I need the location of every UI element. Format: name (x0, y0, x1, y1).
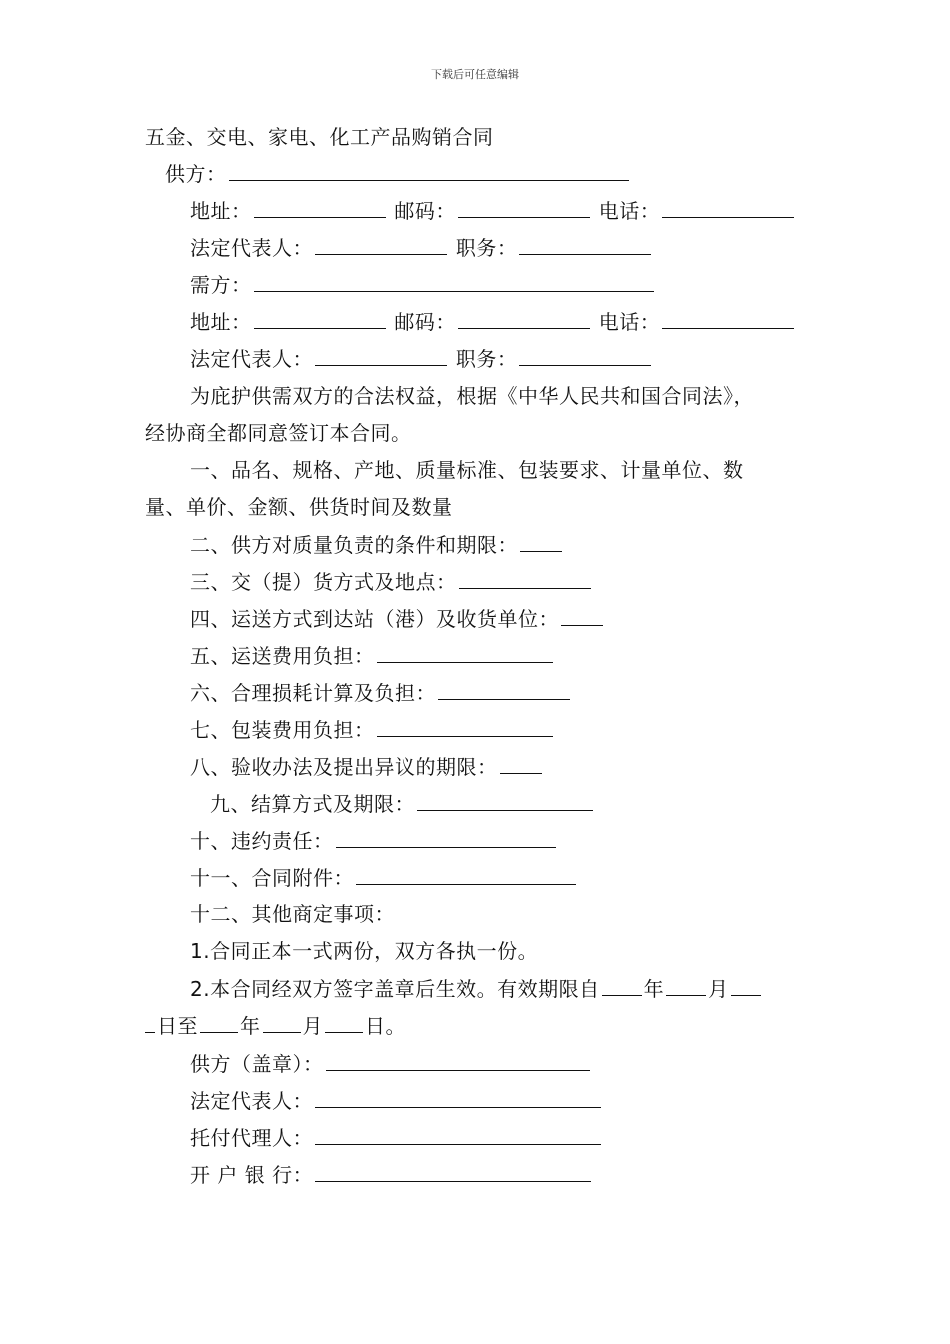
start-day-blank-part[interactable] (731, 975, 761, 996)
end-year-label: 年 (240, 1014, 261, 1038)
buyer-postcode-blank[interactable] (458, 308, 590, 329)
item-2-line-1 (190, 975, 763, 1002)
buyer-blank[interactable] (254, 271, 654, 292)
clause-2-blank[interactable] (520, 531, 562, 552)
sign-bank-blank[interactable] (315, 1161, 591, 1182)
supplier-postcode-label: 邮码： (394, 199, 456, 223)
clause-9 (210, 790, 595, 817)
clause-6 (190, 679, 572, 706)
sign-rep-label: 法定代表人： (190, 1089, 313, 1113)
clause-4 (190, 605, 605, 632)
clause-11 (190, 864, 578, 891)
clause-9-blank[interactable] (417, 790, 593, 811)
clause-8-text: 八、验收办法及提出异议的期限： (190, 755, 498, 779)
preamble-line-2: 经协商全都同意签订本合同。 (145, 421, 412, 445)
supplier-blank[interactable] (229, 160, 629, 181)
sign-agent-label: 托付代理人： (190, 1126, 313, 1150)
day-to-label: 日至 (157, 1014, 198, 1038)
buyer-line (190, 271, 656, 298)
clause-1-line-2: 量、单价、金额、供货时间及数量 (145, 495, 453, 519)
buyer-address-label: 地址： (190, 310, 252, 334)
supplier-rep-blank[interactable] (315, 234, 447, 255)
sign-rep-blank[interactable] (315, 1087, 601, 1108)
page-header: 下载后可任意编辑 (431, 68, 519, 81)
sign-bank (190, 1161, 593, 1188)
sign-agent (190, 1124, 603, 1151)
supplier-line (165, 160, 631, 187)
clause-2 (190, 531, 564, 558)
end-month-label: 月 (302, 1014, 323, 1038)
clause-1-line-1: 一、品名、规格、产地、质量标准、包装要求、计量单位、数 (190, 458, 744, 482)
clause-5-text: 五、运送费用负担： (190, 644, 375, 668)
clause-10-blank[interactable] (336, 827, 556, 848)
item-2-line-2 (145, 1012, 406, 1039)
clause-4-text: 四、运送方式到达站（港）及收货单位： (190, 607, 559, 631)
sign-agent-blank[interactable] (315, 1124, 601, 1145)
supplier-rep-line (190, 234, 653, 261)
supplier-position-label: 职务： (455, 236, 518, 260)
buyer-rep-label: 法定代表人： (190, 347, 313, 371)
buyer-label: 需方： (190, 273, 252, 297)
document-title: 五金、交电、家电、化工产品购销合同 (145, 125, 494, 149)
item-2-text: 2.本合同经双方签字盖章后生效。有效期限自 (190, 977, 600, 1001)
end-year-blank[interactable] (200, 1012, 238, 1033)
supplier-rep-label: 法定代表人： (190, 236, 313, 260)
supplier-position-blank[interactable] (519, 234, 651, 255)
end-month-blank[interactable] (263, 1012, 301, 1033)
clause-3 (190, 568, 593, 595)
clause-10-text: 十、违约责任： (190, 829, 334, 853)
sign-supplier (190, 1050, 592, 1077)
clause-5-blank[interactable] (377, 642, 553, 663)
clause-6-blank[interactable] (438, 679, 570, 700)
supplier-phone-label: 电话： (598, 199, 661, 223)
buyer-phone-blank[interactable] (662, 308, 794, 329)
start-day-blank[interactable] (145, 1012, 155, 1033)
clause-6-text: 六、合理损耗计算及负担： (190, 681, 436, 705)
end-day-label: 日。 (365, 1014, 406, 1038)
supplier-label: 供方： (165, 162, 227, 186)
clause-7-blank[interactable] (377, 716, 553, 737)
end-day-blank[interactable] (325, 1012, 363, 1033)
supplier-phone-blank[interactable] (662, 197, 794, 218)
start-month-blank[interactable] (666, 975, 706, 996)
sign-bank-label: 开 户 银 行： (190, 1163, 314, 1187)
clause-12: 十二、其他商定事项： (190, 902, 395, 926)
buyer-phone-label: 电话： (598, 310, 661, 334)
clause-8-blank[interactable] (500, 753, 542, 774)
buyer-rep-blank[interactable] (315, 345, 447, 366)
supplier-address-blank[interactable] (254, 197, 386, 218)
clause-8 (190, 753, 544, 780)
start-year-blank[interactable] (602, 975, 642, 996)
preamble-line-1: 为庇护供需双方的合法权益，根据《中华人民共和国合同法》， (190, 384, 754, 408)
clause-7 (190, 716, 555, 743)
sign-rep (190, 1087, 603, 1114)
sign-supplier-label: 供方（盖章）： (190, 1052, 324, 1076)
clause-3-blank[interactable] (459, 568, 591, 589)
buyer-contact-line (190, 308, 796, 335)
year-label: 年 (643, 977, 665, 1001)
clause-7-text: 七、包装费用负担： (190, 718, 375, 742)
buyer-position-label: 职务： (455, 347, 518, 371)
clause-5 (190, 642, 555, 669)
month-label: 月 (708, 977, 729, 1001)
item-1: 1.合同正本一式两份，双方各执一份。 (190, 939, 539, 963)
supplier-postcode-blank[interactable] (458, 197, 590, 218)
clause-10 (190, 827, 558, 854)
buyer-postcode-label: 邮码： (394, 310, 456, 334)
clause-11-blank[interactable] (356, 864, 576, 885)
clause-4-blank[interactable] (561, 605, 603, 626)
supplier-contact-line (190, 197, 796, 224)
clause-9-text: 九、结算方式及期限： (210, 792, 415, 816)
supplier-address-label: 地址： (190, 199, 252, 223)
clause-3-text: 三、交（提）货方式及地点： (190, 570, 457, 594)
buyer-address-blank[interactable] (254, 308, 386, 329)
buyer-rep-line (190, 345, 653, 372)
sign-supplier-blank[interactable] (326, 1050, 590, 1071)
clause-2-text: 二、供方对质量负责的条件和期限： (190, 533, 518, 557)
clause-11-text: 十一、合同附件： (190, 866, 354, 890)
buyer-position-blank[interactable] (519, 345, 651, 366)
